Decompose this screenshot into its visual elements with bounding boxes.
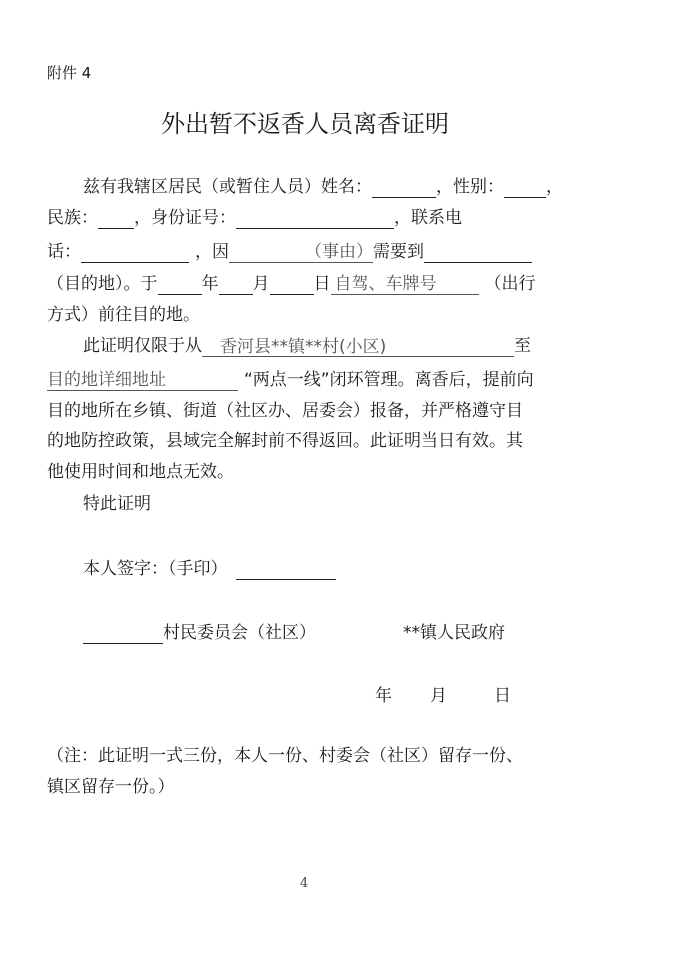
para1-line1: 兹有我辖区居民（或暂住人员）姓名： ，性别： ， <box>83 177 563 197</box>
date-year: 年 <box>375 686 392 706</box>
para1-line2: 民族： ，身份证号： ，联系电 <box>47 208 462 228</box>
para2-line2: 目的地详细地址 “两点一线”闭环管理。离香后，提前向 <box>47 370 534 390</box>
signature-field[interactable] <box>236 559 336 580</box>
month-field[interactable] <box>219 274 253 295</box>
para1-line5: 方式）前往目的地。 <box>47 305 200 325</box>
document-title: 外出暂不返香人员离香证明 <box>161 110 449 138</box>
name-field[interactable] <box>372 177 436 198</box>
para2-line4: 的地防控政策，县域完全解封前不得返回。此证明当日有效。其 <box>47 431 523 451</box>
id-number-field[interactable] <box>236 208 394 229</box>
reason-field[interactable]: （事由） <box>229 241 373 263</box>
gender-field[interactable] <box>504 177 546 198</box>
date-day: 日 <box>494 686 511 706</box>
village-name-field[interactable] <box>83 623 163 644</box>
note-line1: （注：此证明一式三份，本人一份、村委会（社区）留存一份、 <box>47 746 523 766</box>
ethnicity-field[interactable] <box>98 208 134 229</box>
para1-line4: （目的地）。于 年 月 日 自驾、车牌号 （出行 <box>47 274 536 294</box>
origin-field[interactable]: 香河县**镇**村(小区) <box>202 336 514 357</box>
travel-mode-field[interactable]: 自驾、车牌号 <box>331 273 479 295</box>
para2-line5: 他使用时间和地点无效。 <box>47 462 234 482</box>
date-month: 月 <box>430 686 447 706</box>
para2-line3: 目的地所在乡镇、街道（社区办、居委会）报备，并严格遵守目 <box>47 401 523 421</box>
destination-address-field[interactable]: 目的地详细地址 <box>47 369 238 391</box>
committee-line: 村民委员会（社区） <box>83 622 316 644</box>
phone-field[interactable] <box>81 242 189 263</box>
para1-line3: 话： ，因 （事由） 需要到 <box>47 241 532 263</box>
year-field[interactable] <box>158 274 202 295</box>
day-field[interactable] <box>270 274 314 295</box>
attachment-label: 附件 4 <box>47 64 92 82</box>
page-number: 4 <box>300 876 309 891</box>
note-line2: 镇区留存一份。） <box>47 777 175 797</box>
certify-text: 特此证明 <box>83 494 151 514</box>
destination-field[interactable] <box>424 242 532 263</box>
para2-line1: 此证明仅限于从 香河县**镇**村(小区) 至 <box>83 336 531 357</box>
signature-line: 本人签字：（手印） <box>83 558 336 580</box>
town-government: **镇人民政府 <box>403 623 505 643</box>
